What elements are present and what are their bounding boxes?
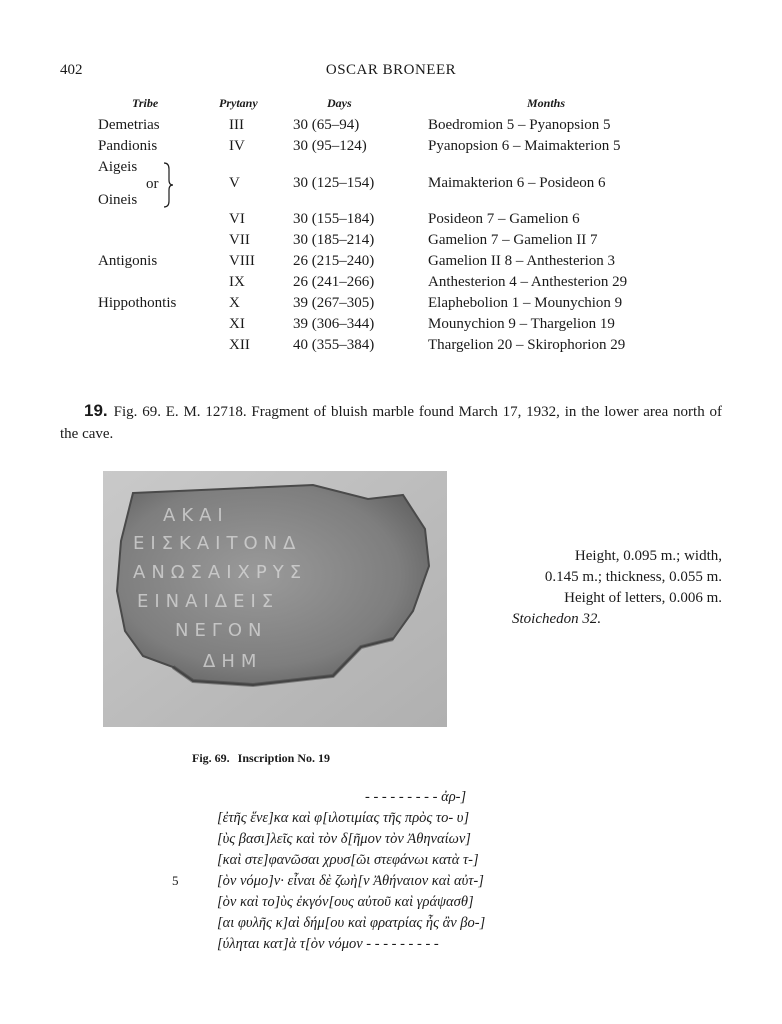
months-cell: Maimakterion 6 – Posideon 6 — [428, 175, 606, 191]
days-cell: 39 (306–344) — [293, 316, 375, 332]
months-cell: Gamelion II 8 – Anthesterion 3 — [428, 253, 616, 269]
table-row — [0, 274, 782, 294]
greek-line: [ὸν καὶ το]ὺς ἐκγόν[ους αὐτοῦ καὶ γράψασθ] — [217, 894, 474, 910]
months-cell: Anthesterion 4 – Anthesterion 29 — [428, 274, 628, 290]
table-row — [0, 232, 782, 252]
table-row — [0, 253, 782, 273]
tribe-aigeis: Aigeis — [98, 159, 138, 175]
prytany-cell: III — [229, 117, 244, 133]
table-row — [0, 337, 782, 357]
tribe-or: or — [146, 176, 159, 192]
prytany-cell: X — [229, 295, 240, 311]
table-row — [0, 295, 782, 315]
inscription-line: ΕΙΣΚΑΙΤΟΝΔ — [133, 533, 302, 554]
table-row — [0, 117, 782, 137]
table-row — [0, 316, 782, 336]
months-cell: Pyanopsion 6 – Maimakterion 5 — [428, 138, 621, 154]
prytany-cell: XI — [229, 316, 245, 332]
days-cell: 30 (155–184) — [293, 211, 375, 227]
table-row — [0, 211, 782, 231]
table-row — [0, 175, 782, 195]
greek-line: - - - - - - - - - ἀρ-] — [365, 789, 467, 805]
figure-caption — [192, 751, 330, 766]
months-cell: Elaphebolion 1 – Mounychion 9 — [428, 295, 623, 311]
prytany-cell: VII — [229, 232, 250, 248]
tribe-cell: Demetrias — [98, 117, 160, 133]
days-cell: 30 (95–124) — [293, 138, 367, 154]
table-row — [0, 138, 782, 158]
days-cell: 30 (125–154) — [293, 175, 375, 191]
measurement-line: Height of letters, 0.006 m. — [564, 590, 722, 606]
table-header-months: Months — [527, 96, 566, 110]
greek-line: [καὶ στε]φανῶσαι χρυσ[ῶι στεφάνωι κατὰ τ-] — [217, 852, 479, 868]
line-number: 5 — [172, 873, 179, 888]
months-cell: Boedromion 5 – Pyanopsion 5 — [428, 117, 611, 133]
days-cell: 30 (65–94) — [293, 117, 360, 133]
stoichedon-note: Stoichedon 32. — [512, 611, 602, 627]
greek-line: [ύληται κατ]ὰ τ[ὸν νόμον - - - - - - - - - — [217, 936, 439, 952]
table-header-tribe: Tribe — [132, 96, 159, 110]
prytany-cell: IV — [229, 138, 245, 154]
months-cell: Thargelion 20 – Skirophorion 29 — [428, 337, 626, 353]
inscription-line: ΑΝΩΣΑΙΧΡΥΣ — [133, 562, 308, 583]
inscription-line: ΔΗΜ — [203, 651, 263, 672]
days-cell: 40 (355–384) — [293, 337, 375, 353]
tribe-oineis: Oineis — [98, 192, 138, 208]
figure-label: Fig. 69. — [192, 751, 230, 765]
catalogue-entry — [60, 400, 722, 445]
entry-text: Fig. 69. E. M. 12718. Fragment of bluish marble found March 17, 1932, in the lower area north of the cave. — [60, 404, 722, 442]
inscription-line: ΑΚΑΙ — [163, 505, 229, 526]
months-cell: Posideon 7 – Gamelion 6 — [428, 211, 580, 227]
tribe-cell: Antigonis — [98, 253, 158, 269]
marble-fragment-image — [103, 471, 447, 727]
table-header-days: Days — [327, 96, 352, 110]
days-cell: 26 (241–266) — [293, 274, 375, 290]
months-cell: Mounychion 9 – Thargelion 19 — [428, 316, 615, 332]
prytany-cell: V — [229, 175, 240, 191]
entry-number: 19. — [84, 401, 108, 420]
caption-text: Inscription No. 19 — [237, 751, 331, 765]
tribe-cell: Pandionis — [98, 138, 158, 154]
days-cell: 26 (215–240) — [293, 253, 375, 269]
tribe-cell: Hippothontis — [98, 295, 177, 311]
measurements — [490, 546, 722, 630]
greek-line: [αι φυλῆς κ]αὶ δήμ[ου καὶ φρατρίας ἧς ἂν βο-] — [217, 915, 486, 931]
table-header-prytany: Prytany — [219, 96, 258, 110]
prytany-cell: IX — [229, 274, 245, 290]
inscription-line: ΝΕΓΟΝ — [175, 620, 268, 641]
days-cell: 30 (185–214) — [293, 232, 375, 248]
measurement-line: 0.145 m.; thickness, 0.055 m. — [544, 569, 722, 585]
prytany-cell: VIII — [229, 253, 255, 269]
prytany-cell: VI — [229, 211, 245, 227]
measurement-line: Height, 0.095 m.; width, — [574, 548, 722, 564]
fragment-photo — [103, 471, 447, 727]
days-cell: 39 (267–305) — [293, 295, 375, 311]
prytany-cell: XII — [229, 337, 250, 353]
running-head: OSCAR BRONEER — [325, 62, 457, 78]
greek-line: [ὸν νόμο]ν· εἶναι δὲ ζωὴ[ν Ἀθήναιον καὶ αὐτ-] — [217, 873, 484, 889]
months-cell: Gamelion 7 – Gamelion II 7 — [428, 232, 598, 248]
greek-line: [ὺς βασι]λεῖς καὶ τὸν δ[ῆμον τὸν Ἀθηναίων] — [217, 831, 471, 847]
inscription-line: ΕΙΝΑΙΔΕΙΣ — [137, 591, 280, 612]
greek-line: [ἐτῆς ἕνε]κα καὶ φ[ιλοτιμίας τῆς πρὸς το- υ] — [217, 810, 470, 826]
page-number: 402 — [60, 62, 83, 78]
